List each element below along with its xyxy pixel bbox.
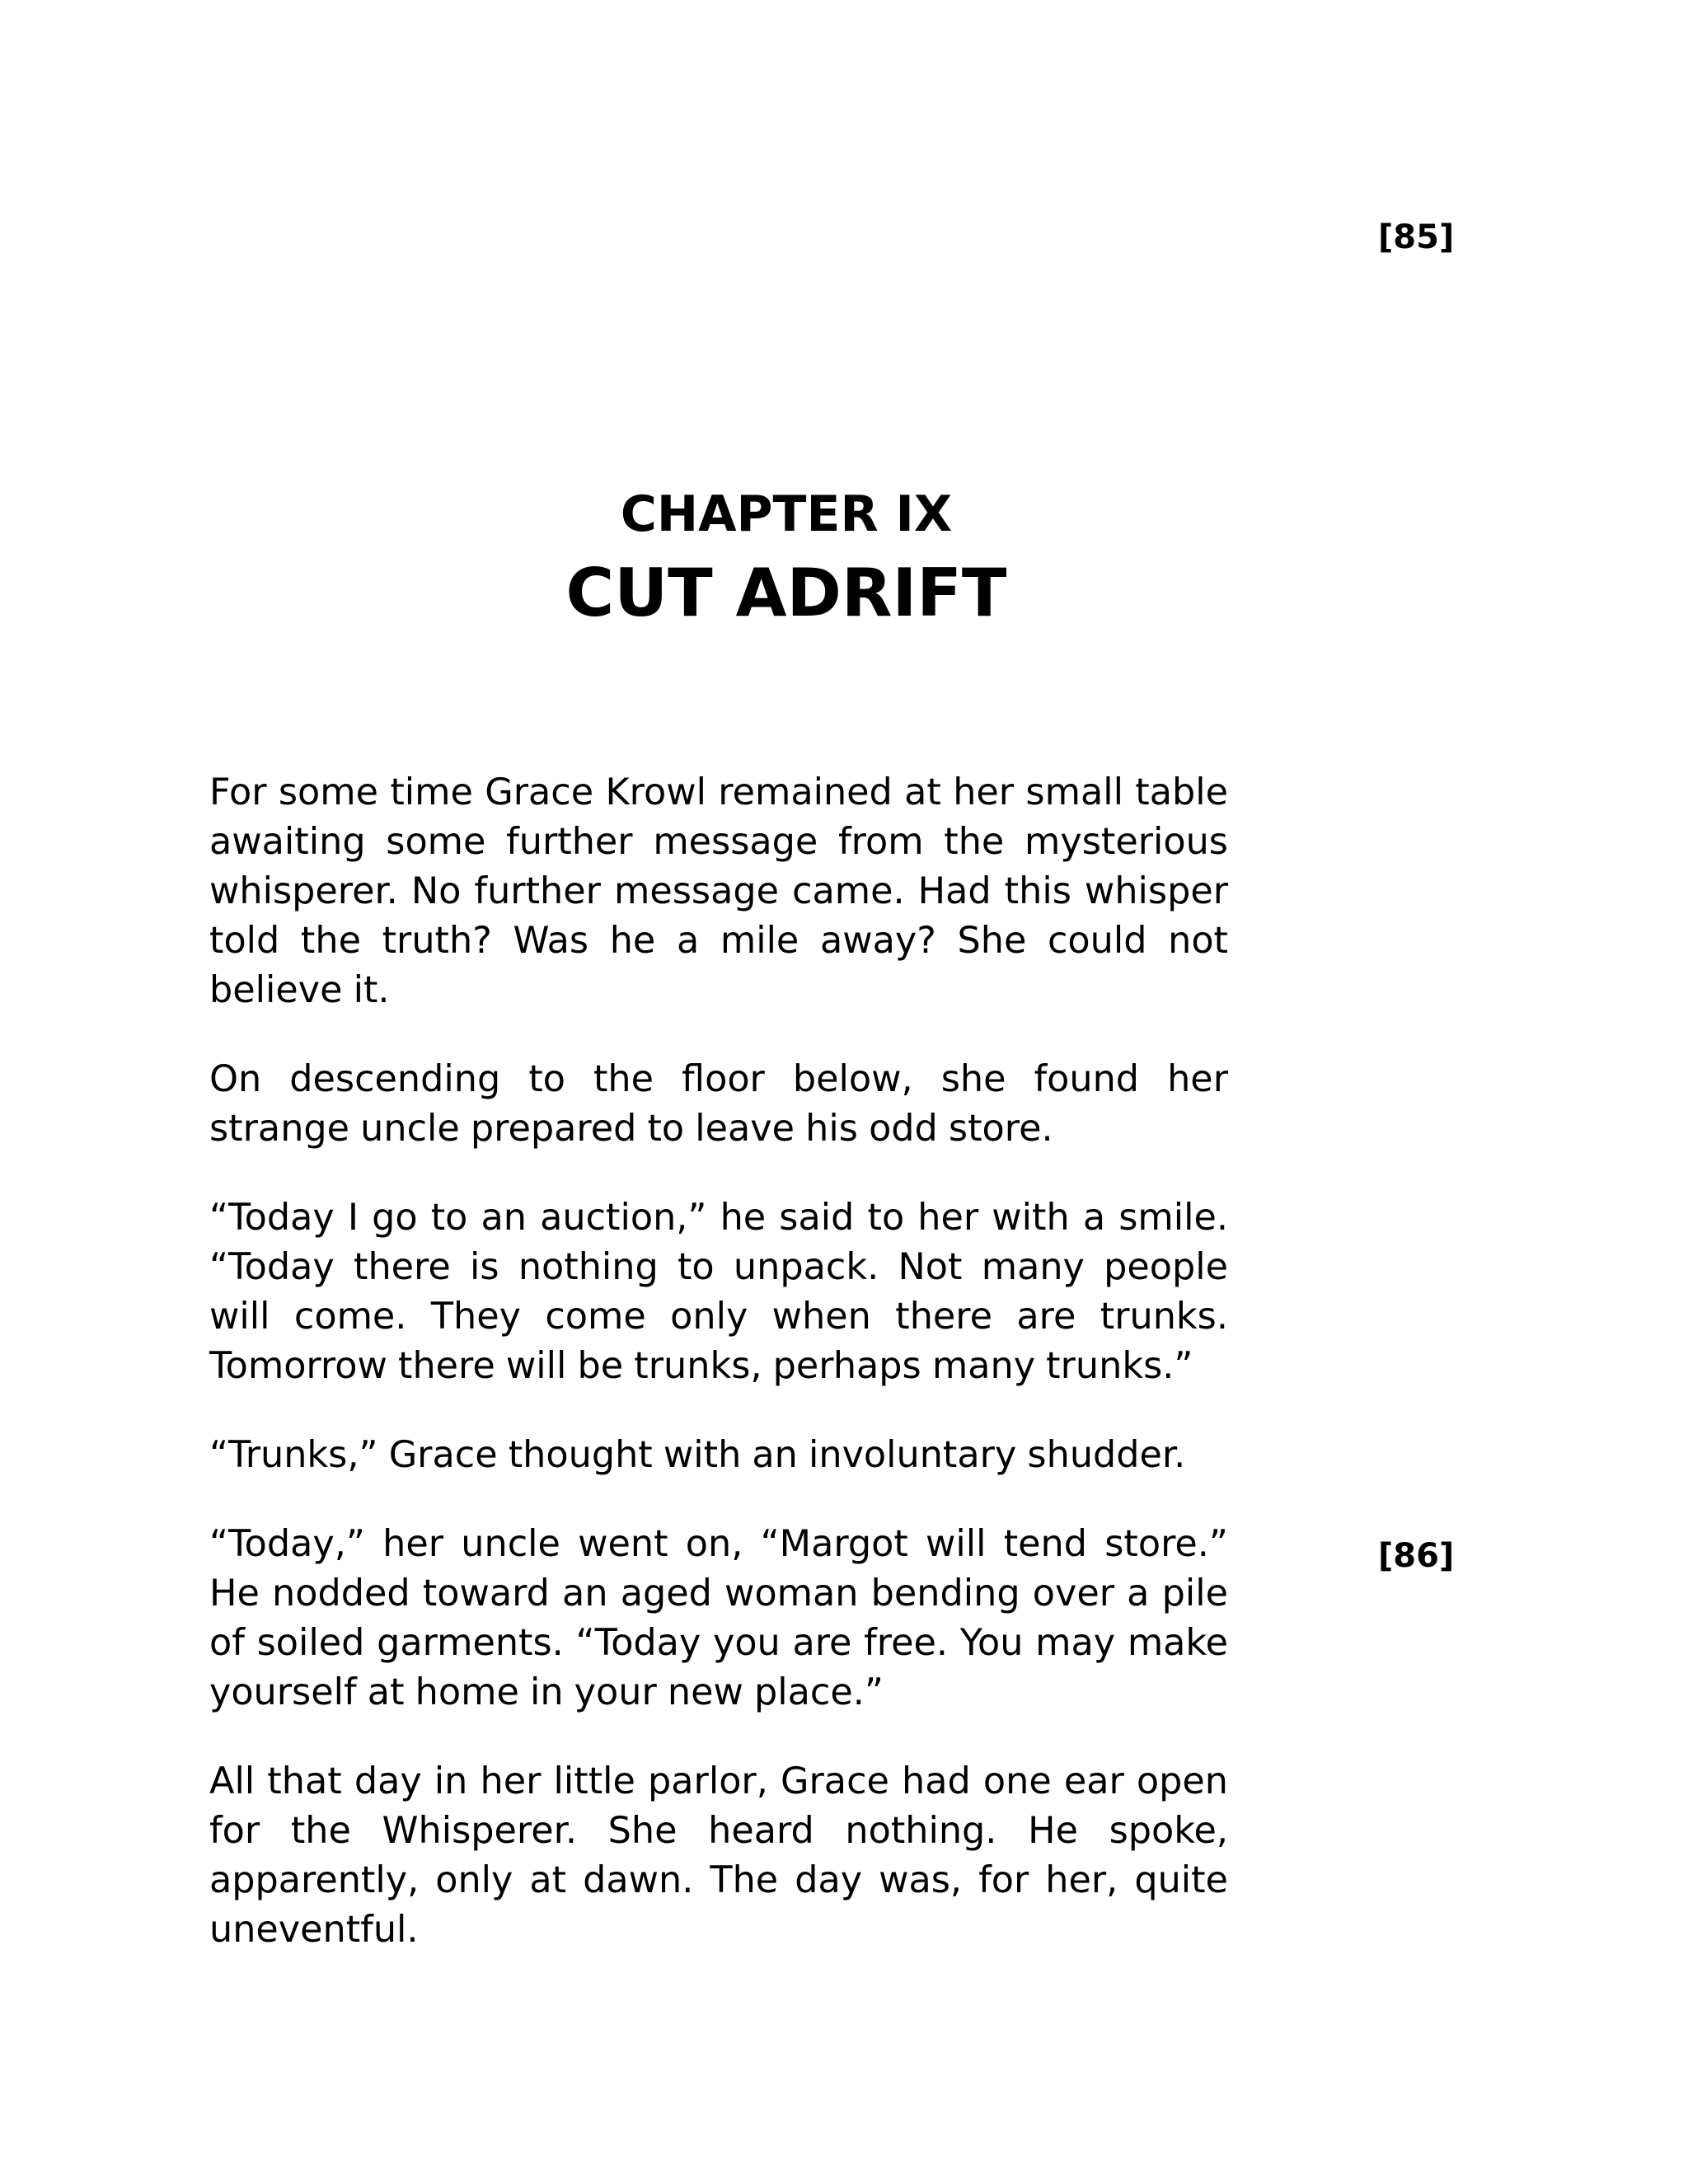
- paragraph: All that day in her little parlor, Grace had one ear open for the Whisperer. She heard nothing. He spoke, apparently, only at dawn. The day was, for her, quite uneventful.: [209, 1760, 1228, 1951]
- page-number-85: [85]: [1378, 218, 1455, 256]
- paragraph: For some time Grace Krowl remained at her small table awaiting some further message from the mysterious whisperer. No further message came. Had this whisper told the truth? Was he a mile away? She could not believe it.: [209, 771, 1228, 1011]
- paragraph: “Trunks,” Grace thought with an involuntary shudder.: [209, 1434, 1186, 1476]
- chapter-number: CHAPTER IX: [620, 485, 953, 543]
- paragraph: “Today,” her uncle went on, “Margot will tend store.” He nodded toward an aged woman bending over a pile of soiled garments. “Today you are free. You may make yourself at home in your new place.”: [209, 1523, 1228, 1713]
- chapter-title: CUT ADRIFT: [565, 555, 1007, 631]
- paragraph: “Today I go to an auction,” he said to her with a smile. “Today there is nothing to unpack. Not many people will come. They come only when there are trunks. Tomorrow there will be trunks, perhaps many trunks.”: [209, 1197, 1228, 1387]
- paragraph: On descending to the floor below, she found her strange uncle prepared to leave his odd store.: [209, 1058, 1228, 1150]
- page-number-86: [86]: [1378, 1537, 1455, 1575]
- chapter-body: [209, 768, 1228, 1994]
